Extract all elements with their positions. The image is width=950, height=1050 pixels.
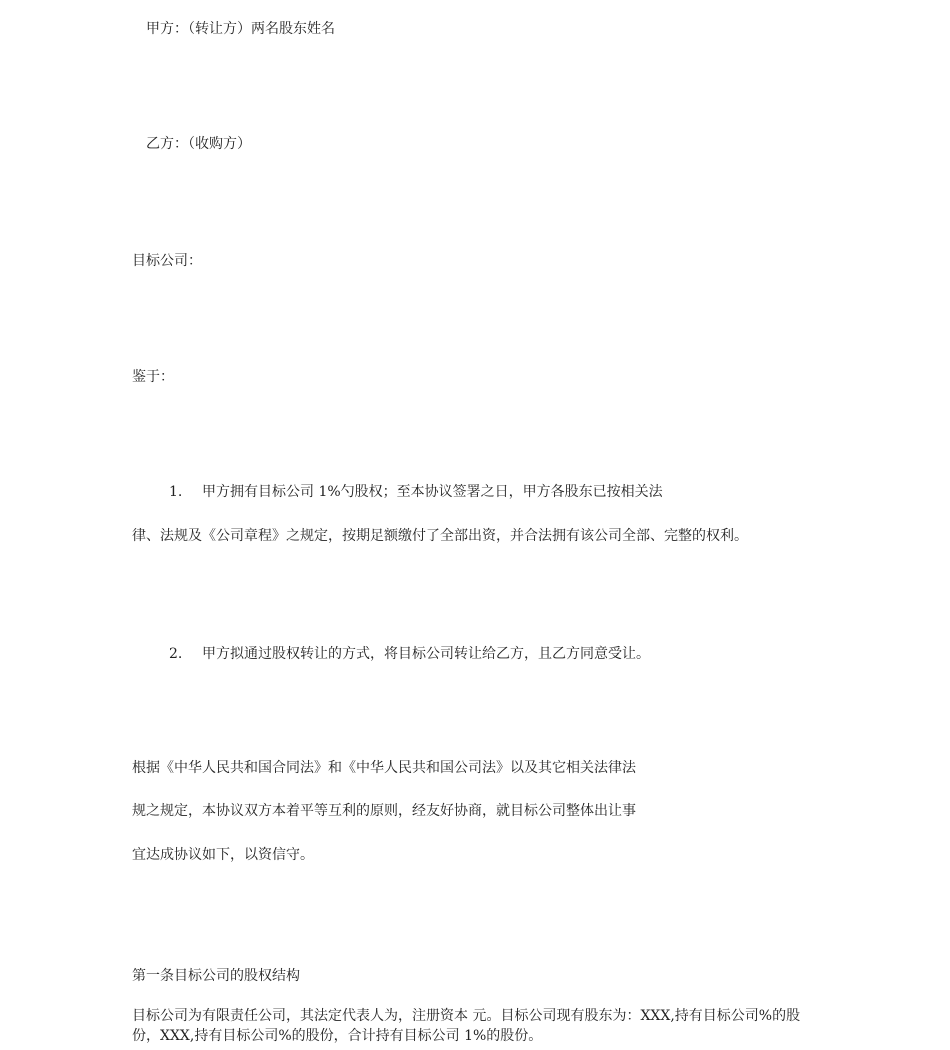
party-b-line: 乙方：（收购方） xyxy=(146,136,251,152)
recital-2-number: 2. xyxy=(169,646,183,662)
article-1-heading: 第一条目标公司的股权结构 xyxy=(132,968,300,984)
recital-1-number: 1. xyxy=(169,484,183,500)
recital-1-line-2: 律、法规及《公司章程》之规定，按期足额缴付了全部出资，并合法拥有该公司全部、完整的权利。 xyxy=(132,528,748,544)
target-company-line: 目标公司： xyxy=(132,253,202,269)
party-a-line: 甲方：（转让方）两名股东姓名 xyxy=(146,21,335,37)
recitals-heading: 鉴于： xyxy=(132,369,174,385)
recital-1-line-1: 甲方拥有目标公司 1%勺股权；至本协议签署之日，甲方各股东已按相关法 xyxy=(202,484,663,500)
recital-2-text: 甲方拟通过股权转让的方式，将目标公司转让给乙方，且乙方同意受让。 xyxy=(202,646,650,662)
article-1-body: 目标公司为有限责任公司，其法定代表人为，注册资本 元。目标公司现有股东为：XXX,持有目标公司%的股份，XXX,持有目标公司%的股份，合计持有目标公司 1%的股份。 xyxy=(132,1008,801,1044)
basis-line-3: 宜达成协议如下，以资信守。 xyxy=(132,847,314,863)
basis-line-1: 根据《中华人民共和国合同法》和《中华人民共和国公司法》以及其它相关法律法 xyxy=(132,760,636,776)
basis-line-2: 规之规定，本协议双方本着平等互利的原则，经友好协商，就目标公司整体出让事 xyxy=(132,803,636,819)
